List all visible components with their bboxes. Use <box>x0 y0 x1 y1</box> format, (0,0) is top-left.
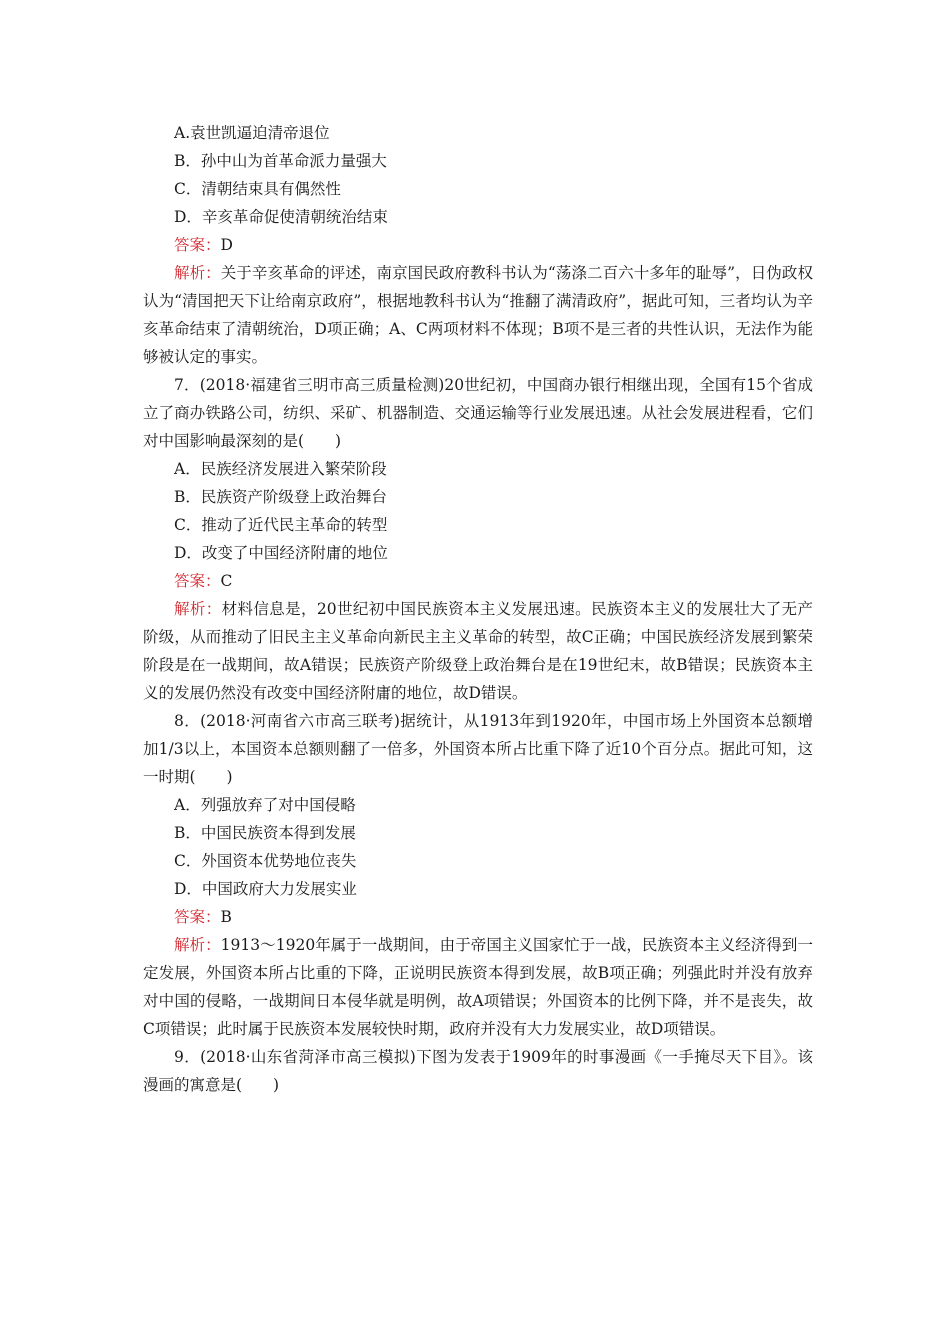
q6-option-d: D．辛亥革命促使清朝统治结束 <box>174 208 388 226</box>
q8-option-b: B．中国民族资本得到发展 <box>174 824 356 842</box>
q8-analysis <box>143 931 813 1043</box>
q7-analysis-text: 材料信息是，20世纪初中国民族资本主义发展迅速。民族资本主义的发展壮大了无产阶级，从而推动了旧民主主义革命向新民主主义革命的转型，故C正确；中国民族经济发展到繁荣阶段是在一战期间，故A错误；民族资产阶级登上政治舞台是在19世纪末，故B错误；民族资本主义的发展仍然没有改变中国经济附庸的地位，故D错误。 <box>143 600 813 702</box>
question-7 <box>143 371 813 707</box>
q7-answer-value: C <box>220 572 233 590</box>
q8-option-a: A．列强放弃了对中国侵略 <box>174 796 356 814</box>
question-9 <box>143 1043 813 1099</box>
q6-analysis <box>143 259 813 371</box>
q7-answer-label: 答案： <box>174 572 221 590</box>
q7-option-a: A．民族经济发展进入繁荣阶段 <box>174 460 387 478</box>
q6-answer <box>143 231 813 259</box>
question-8 <box>143 707 813 1043</box>
q8-answer-label: 答案： <box>174 908 221 926</box>
document-page <box>143 119 813 1099</box>
q6-analysis-label: 解析： <box>174 264 221 282</box>
q7-answer <box>143 567 813 595</box>
q8-answer-value: B <box>220 908 232 926</box>
q7-option-b: B．民族资产阶级登上政治舞台 <box>174 488 387 506</box>
q8-analysis-label: 解析： <box>174 936 221 954</box>
q8-option-c: C．外国资本优势地位丧失 <box>174 852 357 870</box>
q7-analysis-label: 解析： <box>174 600 222 618</box>
q8-option-d: D．中国政府大力发展实业 <box>174 880 357 898</box>
q6-answer-value: D <box>220 236 233 254</box>
q7-option-d: D．改变了中国经济附庸的地位 <box>174 544 388 562</box>
q6-answer-label: 答案： <box>174 236 221 254</box>
q8-analysis-text: 1913～1920年属于一战期间，由于帝国主义国家忙于一战，民族资本主义经济得到一定发展，外国资本所占比重的下降，正说明民族资本得到发展，故B项正确；列强此时并没有放弃对中国的侵略，一战期间日本侵华就是明例，故A项错误；外国资本的比例下降，并不是丧失，故C项错误；此时属于民族资本发展较快时期，政府并没有大力发展实业，故D项错误。 <box>143 936 813 1038</box>
q6-analysis-text: 关于辛亥革命的评述，南京国民政府教科书认为“荡涤二百六十多年的耻辱”，日伪政权认为“清国把天下让给南京政府”，根据地教科书认为“推翻了满清政府”，据此可知，三者均认为辛亥革命结束了清朝统治，D项正确；A、C两项材料不体现；B项不是三者的共性认识，无法作为能够被认定的事实。 <box>143 264 813 366</box>
q6-option-b: B．孙中山为首革命派力量强大 <box>174 152 387 170</box>
q7-stem: 7．(2018·福建省三明市高三质量检测)20世纪初，中国商办银行相继出现，全国有15个省成立了商办铁路公司，纺织、采矿、机器制造、交通运输等行业发展迅速。从社会发展进程看，它们对中国影响最深刻的是( ) <box>143 376 813 450</box>
q8-stem: 8．(2018·河南省六市高三联考)据统计，从1913年到1920年，中国市场上外国资本总额增加1/3以上，本国资本总额则翻了一倍多，外国资本所占比重下降了近10个百分点。据此可知，这一时期( ) <box>143 712 813 786</box>
q7-option-c: C．推动了近代民主革命的转型 <box>174 516 388 534</box>
question-6 <box>143 119 813 371</box>
q9-stem: 9．(2018·山东省菏泽市高三模拟)下图为发表于1909年的时事漫画《一手掩尽天下目》。该漫画的寓意是( ) <box>143 1048 813 1094</box>
q6-option-a: A.袁世凯逼迫清帝退位 <box>174 124 330 142</box>
q8-answer <box>143 903 813 931</box>
q6-option-c: C．清朝结束具有偶然性 <box>174 180 341 198</box>
q7-analysis <box>143 595 813 707</box>
